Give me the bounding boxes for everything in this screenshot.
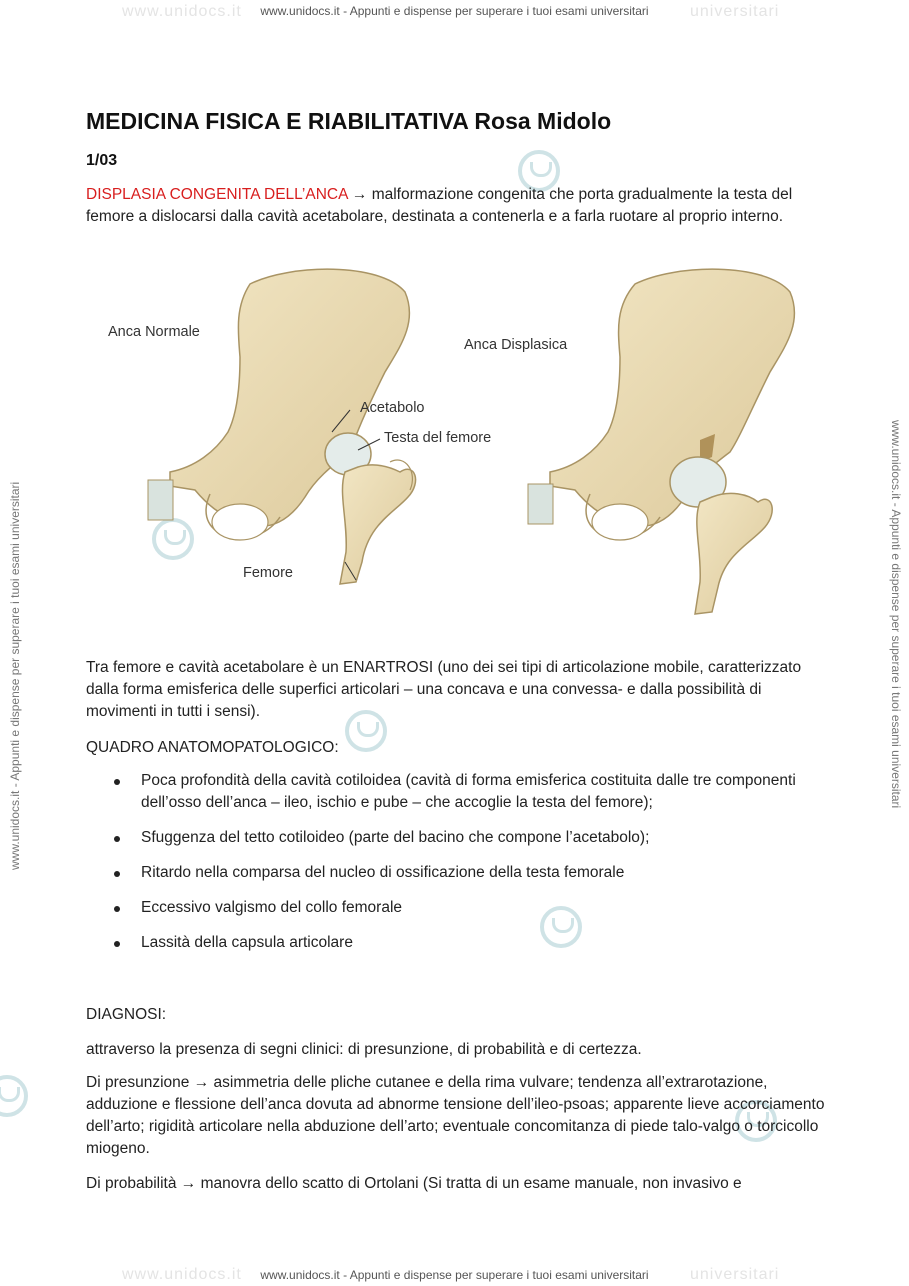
list-item-text: Eccessivo valgismo del collo femorale <box>141 899 403 916</box>
dysplastic-hip-drawing <box>528 269 794 614</box>
bullet-icon <box>114 871 120 877</box>
list-item <box>106 932 826 954</box>
label-testa-femore: Testa del femore <box>384 430 492 446</box>
list-item-text: Poca profondità della cavità cotiloidea (cavità di forma emisferica costituita dalle tre componenti dell’osso dell’anca – ileo, ischio e pube – che accoglie la testa del femore); <box>141 772 796 811</box>
bullet-icon <box>114 779 120 785</box>
bullet-icon <box>114 906 120 912</box>
unidocs-logo-icon <box>0 1075 28 1117</box>
intro-term: DISPLASIA CONGENITA DELL’ANCA <box>86 186 348 203</box>
bullet-icon <box>114 941 120 947</box>
presunzione-text: Di presunzione → asimmetria delle pliche cutanee e della rima vulvare; tendenza all’extrarotazione, adduzione e flessione dell’anca dovuta ad abnorme tensione dell’ileo-psoas; apparente lieve accorciamento dell’arto; rigidità articolare nella abduzione dell’arto; eventuale concomitanza di piede talo-valgo o torcicollo miogeno. <box>86 1074 825 1157</box>
hip-dysplasia-figure <box>100 262 810 630</box>
list-item-text: Sfuggenza del tetto cotiloideo (parte del bacino che compone l’acetabolo); <box>141 829 650 846</box>
header-watermark[interactable]: www.unidocs.it - Appunti e dispense per superare i tuoi esami universitari <box>260 4 649 18</box>
probabilita-text: Di probabilità → manovra dello scatto di Ortolani (Si tratta di un esame manuale, non invasivo e <box>86 1175 742 1192</box>
watermark-ghost-bottom-right: universitari <box>690 1266 780 1283</box>
label-femore: Femore <box>243 565 293 581</box>
watermark-ghost-top-right: universitari <box>690 3 780 20</box>
normal-hip-drawing <box>148 269 416 584</box>
diagnosi-heading <box>86 1004 826 1026</box>
quadro-heading-text: QUADRO ANATOMOPATOLOGICO: <box>86 739 339 756</box>
list-item <box>106 827 826 849</box>
watermark-ghost-top: www.unidocs.it <box>122 3 242 20</box>
list-item-text: Lassità della capsula articolare <box>141 934 353 951</box>
anatomopathology-list <box>106 770 826 967</box>
presunzione-paragraph <box>86 1072 826 1160</box>
side-watermark-right: www.unidocs.it - Appunti e dispense per superare i tuoi esami universitari <box>889 420 903 809</box>
quadro-heading <box>86 737 826 759</box>
hip-illustration <box>100 262 810 630</box>
footer-watermark[interactable]: www.unidocs.it - Appunti e dispense per superare i tuoi esami universitari <box>260 1268 649 1282</box>
label-normal-hip: Anca Normale <box>108 324 200 340</box>
enartrosi-paragraph <box>86 657 826 723</box>
diagnosi-heading-text: DIAGNOSI: <box>86 1006 167 1023</box>
label-acetabolo: Acetabolo <box>360 400 425 416</box>
diagnosi-text: attraverso la presenza di segni clinici: di presunzione, di probabilità e di certezza. <box>86 1041 642 1058</box>
intro-text: → malformazione congenita che porta gradualmente la testa del femore a dislocarsi dalla cavità acetabolare, destinata a contenerla e a farla ruotare al proprio interno. <box>86 186 793 225</box>
page-title: MEDICINA FISICA E RIABILITATIVA Rosa Midolo <box>86 108 612 134</box>
list-item <box>106 770 826 814</box>
bullet-icon <box>114 836 120 842</box>
diagnosi-paragraph <box>86 1039 826 1061</box>
probabilita-paragraph <box>86 1173 826 1195</box>
list-item-text: Ritardo nella comparsa del nucleo di ossificazione della testa femorale <box>141 864 625 881</box>
enartrosi-text: Tra femore e cavità acetabolare è un ENARTROSI (uno dei sei tipi di articolazione mobile, caratterizzato dalla forma emisferica delle superfici articolari – una concava e una convessa- e dalla possibilità di movimenti in tutti i sensi). <box>86 659 802 720</box>
list-item <box>106 862 826 884</box>
side-watermark-left: www.unidocs.it - Appunti e dispense per superare i tuoi esami universitari <box>8 481 22 870</box>
label-dysplastic-hip: Anca Displasica <box>464 337 568 353</box>
intro-paragraph <box>86 184 826 228</box>
lecture-date: 1/03 <box>86 152 118 169</box>
watermark-ghost-bottom: www.unidocs.it <box>122 1266 242 1283</box>
list-item <box>106 897 826 919</box>
